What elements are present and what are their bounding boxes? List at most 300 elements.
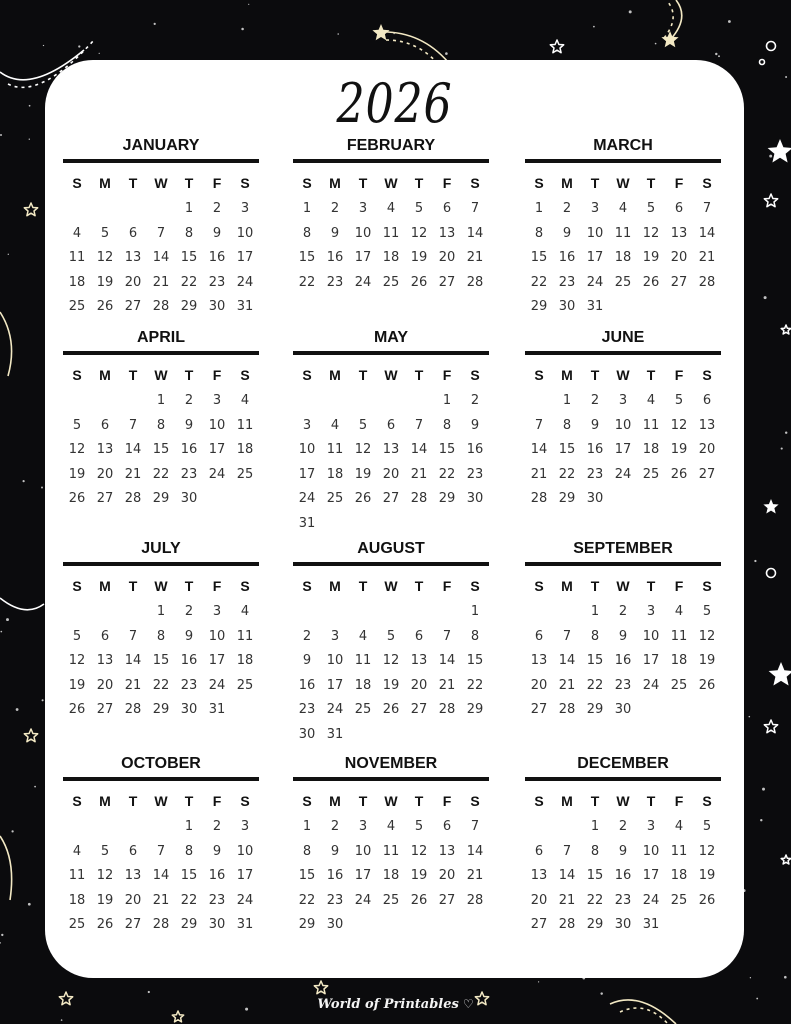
day-cell: 15 [586,653,604,669]
month-name: SEPTEMBER [573,540,673,557]
day-cell: 21 [410,466,428,482]
day-cell: 28 [466,892,484,908]
day-cell: 5 [72,628,82,644]
month-divider [525,159,721,163]
weekday-header [63,364,259,386]
day-cell: 13 [438,843,456,859]
week-row [525,674,721,699]
day-cell [433,913,461,938]
day-cell: 20 [382,466,400,482]
day-cell: 11 [236,628,254,644]
week-row [63,698,259,723]
day-cell: 16 [180,442,198,458]
day-cell: 26 [698,677,716,693]
day-cell: 2 [618,819,628,834]
month-name: MAY [373,329,409,346]
weekday-header [63,172,259,194]
weekday-label: T [646,175,656,191]
dust-dot [29,105,31,107]
day-cell: 8 [156,417,166,433]
day-cell [119,600,147,625]
dust-dot [241,28,244,31]
day-cell: 3 [330,628,340,644]
day-cell: 5 [702,604,712,619]
day-cell: 28 [558,702,576,718]
day-cell: 16 [180,653,198,669]
day-cell: 13 [382,442,400,458]
day-cell: 15 [466,653,484,669]
day-cell: 29 [466,702,484,718]
day-cell [637,487,665,512]
dust-dot [0,942,1,944]
day-cell: 12 [68,442,86,458]
day-cell: 4 [646,393,656,408]
week-row [63,463,259,488]
day-cell: 30 [326,917,344,933]
day-cell: 10 [354,225,372,241]
day-cell: 1 [442,393,452,408]
day-cell [433,600,461,625]
week-row [293,600,489,625]
day-cell: 15 [180,250,198,266]
day-cell: 8 [156,628,166,644]
weekday-header [525,790,721,812]
day-cell: 11 [68,868,86,884]
day-cell: 31 [298,515,316,531]
day-cell [693,295,721,320]
day-cell: 22 [152,677,170,693]
dust-dot [42,699,44,701]
week-row [293,674,489,699]
day-cell: 10 [586,225,604,241]
dust-dot [337,33,339,35]
day-cell [377,600,405,625]
day-cell: 28 [438,702,456,718]
day-cell: 5 [414,201,424,216]
day-cell: 3 [618,393,628,408]
weekday-header [63,790,259,812]
day-cell: 5 [702,819,712,834]
day-cell: 23 [614,677,632,693]
day-cell: 15 [530,250,548,266]
day-cell: 11 [382,225,400,241]
dust-dot [754,560,756,562]
dust-dot [593,26,595,28]
day-cell: 15 [298,868,316,884]
day-cell: 17 [354,250,372,266]
month-november [293,754,489,938]
weekday-label: T [414,578,424,594]
day-cell: 29 [558,491,576,507]
weekday-label: T [590,578,600,594]
day-cell: 30 [614,702,632,718]
day-grid [525,600,721,723]
weekday-label: S [702,367,712,383]
day-cell: 31 [236,917,254,933]
day-cell: 20 [96,677,114,693]
day-cell: 18 [68,892,86,908]
day-cell: 25 [614,274,632,290]
week-row [525,864,721,889]
day-cell: 7 [470,819,480,834]
day-cell: 21 [558,677,576,693]
day-cell: 10 [642,628,660,644]
day-cell: 2 [184,393,194,408]
day-cell: 15 [586,868,604,884]
week-row [63,271,259,296]
day-cell: 4 [674,819,684,834]
month-name: FEBRUARY [346,137,436,154]
day-cell: 24 [586,274,604,290]
month-december [525,754,721,938]
day-cell: 12 [96,868,114,884]
day-cell: 16 [614,868,632,884]
star-icon [550,40,563,53]
dust-dot [154,23,156,25]
week-row [63,840,259,865]
weekday-label: S [702,578,712,594]
weekday-label: T [590,793,600,809]
day-cell: 7 [128,417,138,433]
dust-dot [629,10,632,13]
day-cell [293,389,321,414]
weekday-label: T [590,175,600,191]
day-cell: 16 [614,653,632,669]
month-divider [525,562,721,566]
day-cell: 18 [326,466,344,482]
weekday-label: T [358,175,368,191]
day-cell: 2 [562,201,572,216]
day-cell: 11 [614,225,632,241]
day-cell: 17 [642,868,660,884]
week-row [525,840,721,865]
weekday-label: F [442,175,452,191]
day-cell: 30 [208,917,226,933]
day-cell: 8 [442,417,452,433]
day-cell: 24 [614,466,632,482]
day-cell: 28 [466,274,484,290]
weekday-label: W [154,793,168,809]
day-cell [91,600,119,625]
week-row [63,913,259,938]
star-icon [769,662,791,686]
weekday-label: M [561,175,573,191]
day-cell [63,389,91,414]
day-cell: 4 [330,417,340,433]
brand-name: World of Printables [317,997,459,1012]
day-cell [693,487,721,512]
day-cell [231,487,259,512]
month-may [293,328,489,537]
day-cell: 10 [236,225,254,241]
day-cell [665,295,693,320]
day-cell [63,197,91,222]
day-cell: 18 [236,442,254,458]
week-row [525,487,721,512]
day-cell: 23 [614,892,632,908]
day-cell: 28 [698,274,716,290]
day-cell: 2 [184,604,194,619]
day-cell: 19 [96,892,114,908]
day-cell: 12 [642,225,660,241]
day-cell: 27 [96,702,114,718]
shooting-star-trail [0,836,12,900]
day-cell [349,913,377,938]
weekday-label: T [646,793,656,809]
day-cell: 8 [590,628,600,644]
day-cell: 28 [152,917,170,933]
week-row [63,414,259,439]
day-cell: 12 [68,653,86,669]
week-row [293,389,489,414]
dust-dot [762,788,765,791]
weekday-label: T [128,367,138,383]
day-cell: 24 [298,491,316,507]
week-row [63,389,259,414]
day-cell: 22 [586,892,604,908]
weekday-label: S [534,793,544,809]
day-cell: 11 [642,417,660,433]
day-cell: 12 [670,417,688,433]
day-cell: 3 [240,201,250,216]
dust-dot [445,52,448,55]
day-cell [119,389,147,414]
day-cell: 8 [534,225,544,241]
weekday-label: T [184,578,194,594]
day-cell: 13 [698,417,716,433]
dust-dot [538,981,539,982]
week-row [63,649,259,674]
day-cell: 21 [558,892,576,908]
week-row [293,698,489,723]
day-cell [377,723,405,748]
day-cell: 26 [410,274,428,290]
day-cell: 12 [410,225,428,241]
day-cell: 7 [562,843,572,859]
day-cell [321,389,349,414]
weekday-header [525,172,721,194]
day-cell: 22 [558,466,576,482]
day-cell: 26 [642,274,660,290]
weekday-label: F [674,578,684,594]
day-cell: 27 [124,299,142,315]
week-row [63,864,259,889]
day-cell [63,600,91,625]
day-cell: 23 [298,702,316,718]
day-cell: 9 [618,628,628,644]
day-cell: 9 [302,653,312,669]
week-row [525,438,721,463]
day-cell: 23 [558,274,576,290]
brand-footer [0,997,791,1012]
day-cell [63,815,91,840]
day-cell: 1 [184,819,194,834]
day-cell: 7 [534,417,544,433]
month-divider [293,777,489,781]
week-row [63,197,259,222]
week-row [293,913,489,938]
weekday-header [293,172,489,194]
day-cell: 12 [354,442,372,458]
day-cell: 19 [642,250,660,266]
day-cell: 6 [100,628,110,644]
day-cell: 14 [530,442,548,458]
dust-dot [781,448,783,450]
day-cell: 16 [326,868,344,884]
day-cell: 22 [586,677,604,693]
month-february [293,136,489,295]
weekday-label: T [184,175,194,191]
day-cell: 25 [68,299,86,315]
day-cell: 30 [208,299,226,315]
day-cell: 19 [382,677,400,693]
star-icon [764,720,777,733]
day-cell: 19 [410,868,428,884]
day-cell: 23 [180,677,198,693]
day-cell [203,487,231,512]
shooting-star-trail [378,32,448,62]
day-cell [693,698,721,723]
day-cell: 25 [354,702,372,718]
day-cell: 15 [152,653,170,669]
week-row [293,463,489,488]
weekday-label: T [358,367,368,383]
day-cell: 24 [354,274,372,290]
day-cell: 17 [326,677,344,693]
day-cell: 13 [96,653,114,669]
month-name: NOVEMBER [344,755,438,772]
day-cell: 25 [670,892,688,908]
heart-icon: ♡ [462,997,474,1011]
day-cell: 16 [326,250,344,266]
day-cell: 10 [208,417,226,433]
day-cell: 19 [354,466,372,482]
day-cell: 30 [466,491,484,507]
shooting-star-trail [0,312,12,376]
day-cell [665,698,693,723]
day-cell [147,815,175,840]
weekday-label: W [384,367,398,383]
weekday-label: M [99,793,111,809]
dust-dot [0,134,2,136]
weekday-label: T [414,367,424,383]
dust-dot [6,618,9,621]
day-cell: 26 [698,892,716,908]
day-cell [377,389,405,414]
day-cell [405,723,433,748]
day-cell: 4 [674,604,684,619]
day-cell: 6 [386,417,396,433]
day-cell: 3 [358,819,368,834]
day-cell: 19 [670,442,688,458]
day-cell [91,389,119,414]
weekday-label: S [72,578,82,594]
day-cell: 21 [530,466,548,482]
weekday-label: F [442,367,452,383]
day-grid [293,600,489,748]
day-cell: 5 [72,417,82,433]
star-icon [172,1011,183,1022]
day-cell: 2 [302,628,312,644]
week-row [63,889,259,914]
dust-dot [784,976,787,979]
day-cell: 25 [670,677,688,693]
day-cell: 24 [236,274,254,290]
day-cell: 18 [68,274,86,290]
weekday-label: S [302,367,312,383]
day-cell: 4 [240,604,250,619]
day-cell [349,600,377,625]
day-cell: 3 [212,393,222,408]
week-row [293,840,489,865]
dust-dot [728,20,731,23]
day-cell: 16 [558,250,576,266]
day-cell [461,512,489,537]
week-row [63,246,259,271]
day-cell: 28 [530,491,548,507]
week-row [63,487,259,512]
day-cell: 14 [152,868,170,884]
dust-dot [8,254,9,255]
dust-dot [99,53,100,54]
day-cell: 23 [180,466,198,482]
dust-dot [16,708,19,711]
dust-dot [785,76,787,78]
day-cell: 17 [354,868,372,884]
month-october [63,754,259,938]
day-cell: 7 [156,843,166,859]
day-cell: 17 [208,442,226,458]
week-row [293,271,489,296]
weekday-label: S [240,175,250,191]
day-cell: 17 [236,250,254,266]
day-cell: 20 [698,442,716,458]
dust-dot [248,4,249,5]
week-row [293,815,489,840]
weekday-label: F [674,175,684,191]
day-cell: 14 [438,653,456,669]
day-cell: 14 [558,868,576,884]
month-divider [293,159,489,163]
weekday-label: T [358,793,368,809]
day-cell: 5 [646,201,656,216]
month-divider [293,562,489,566]
weekday-label: T [184,793,194,809]
day-cell: 18 [642,442,660,458]
day-cell: 10 [614,417,632,433]
day-cell: 6 [674,201,684,216]
day-cell [665,913,693,938]
star-icon [372,24,389,40]
month-june [525,328,721,512]
day-cell [405,512,433,537]
day-cell: 26 [68,702,86,718]
day-cell: 4 [618,201,628,216]
weekday-label: W [384,175,398,191]
day-cell: 6 [128,843,138,859]
day-cell: 9 [562,225,572,241]
day-grid [63,197,259,320]
dust-dot [78,45,80,47]
day-cell: 26 [96,917,114,933]
day-cell: 26 [96,299,114,315]
day-cell: 30 [180,702,198,718]
week-row [525,246,721,271]
day-cell: 24 [354,892,372,908]
day-cell: 5 [414,819,424,834]
day-cell: 1 [470,604,480,619]
day-cell: 25 [382,892,400,908]
